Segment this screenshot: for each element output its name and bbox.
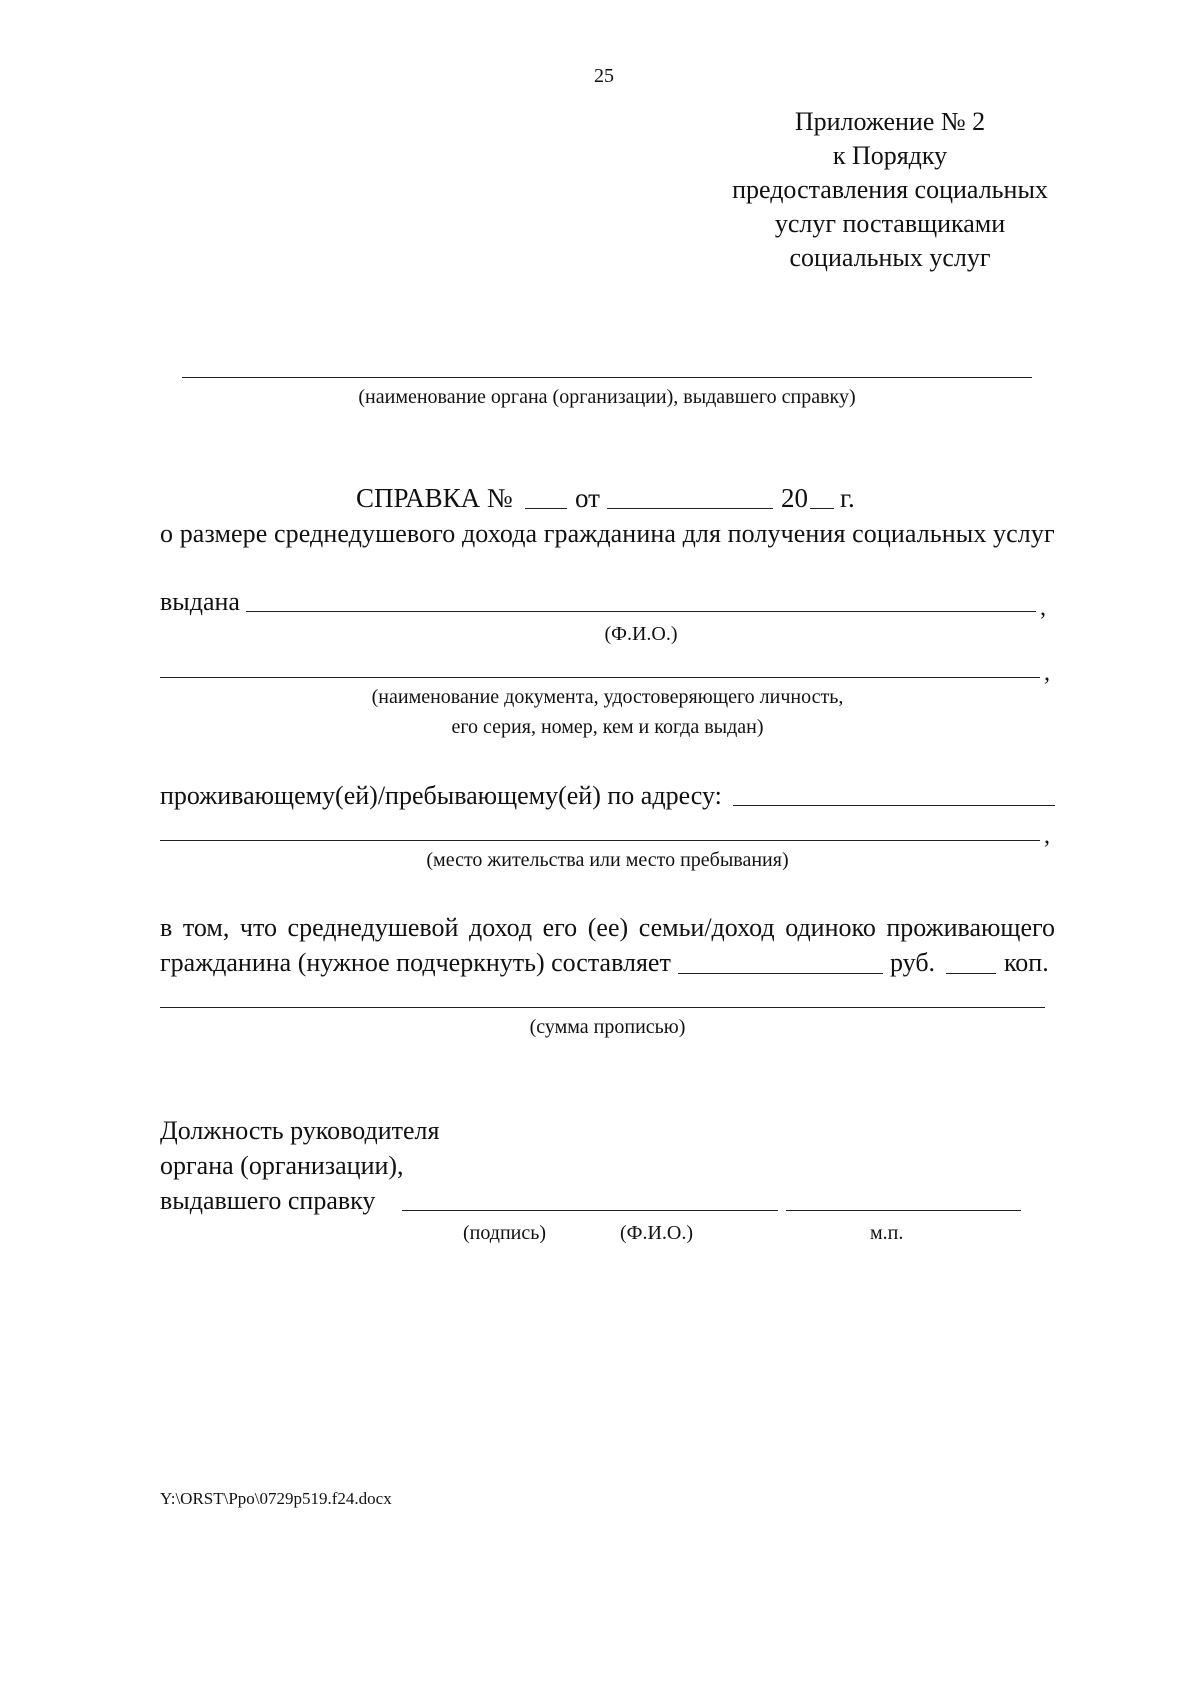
appendix-line: предоставления социальных xyxy=(732,175,1048,204)
income-line-1: в том, что среднедушевой доход его (ее) семьи/доход одиноко проживающего xyxy=(160,913,1055,942)
address-caption: (место жительства или место пребывания) xyxy=(426,849,789,871)
income-rubles-blank xyxy=(678,973,883,974)
income-words-caption: (сумма прописью) xyxy=(529,1016,686,1038)
signature-blank xyxy=(402,1210,778,1211)
appendix-block xyxy=(720,104,1060,274)
issuer-blank-line xyxy=(182,377,1032,378)
identity-document-blank xyxy=(160,677,1040,678)
issued-to-fio-blank xyxy=(246,611,1036,612)
income-line-2-prefix: гражданина (нужное подчеркнуть) составляет xyxy=(160,948,671,977)
signature-stamp-caption: м.п. xyxy=(870,1222,904,1244)
footer-file-path: Y:\ORST\Ppo\0729p519.f24.docx xyxy=(160,1489,392,1508)
certificate-date-blank xyxy=(607,508,773,509)
appendix-title: Приложение № 2 xyxy=(794,107,986,136)
signature-position-line2: органа (организации), xyxy=(160,1151,404,1180)
signature-position-line1: Должность руководителя xyxy=(160,1116,440,1145)
income-rub-label: руб. xyxy=(890,948,936,977)
issued-to-label: выдана xyxy=(160,587,240,616)
certificate-subtitle: о размере среднедушевого дохода гражданина для получения социальных услуг xyxy=(160,519,1055,548)
identity-document-caption-line2: его серия, номер, кем и когда выдан) xyxy=(451,716,764,738)
identity-document-caption-line1: (наименование документа, удостоверяющего личность, xyxy=(371,686,844,708)
certificate-year-blank xyxy=(810,508,834,509)
signature-fio-caption: (Ф.И.О.) xyxy=(620,1222,694,1244)
certificate-number-blank xyxy=(525,508,567,509)
certificate-year-suffix: г. xyxy=(840,483,855,513)
income-kopecks-blank xyxy=(946,973,996,974)
issued-to-comma: , xyxy=(1040,595,1046,621)
certificate-from-word: от xyxy=(575,483,600,513)
page-number: 25 xyxy=(594,65,614,87)
address-blank-1 xyxy=(733,805,1055,806)
appendix-line: услуг поставщиками xyxy=(774,209,1006,238)
issued-to-fio-caption: (Ф.И.О.) xyxy=(604,623,678,645)
signature-position-line3: выдавшего справку xyxy=(160,1186,376,1215)
address-label: проживающему(ей)/пребывающему(ей) по адресу: xyxy=(160,781,722,810)
appendix-line: к Порядку xyxy=(832,141,948,170)
certificate-title-word: СПРАВКА № xyxy=(356,483,513,513)
certificate-year-prefix: 20 xyxy=(781,483,808,513)
issuer-caption: (наименование органа (организации), выдавшего справку) xyxy=(358,386,856,408)
signature-sign-caption: (подпись) xyxy=(463,1222,547,1244)
address-blank-2 xyxy=(160,840,1040,841)
income-words-blank xyxy=(160,1007,1045,1008)
signature-fio-blank xyxy=(786,1210,1021,1211)
appendix-line: социальных услуг xyxy=(789,243,991,272)
income-kop-label: коп. xyxy=(1004,948,1049,977)
address-comma: , xyxy=(1044,823,1050,849)
identity-document-comma: , xyxy=(1044,660,1050,686)
